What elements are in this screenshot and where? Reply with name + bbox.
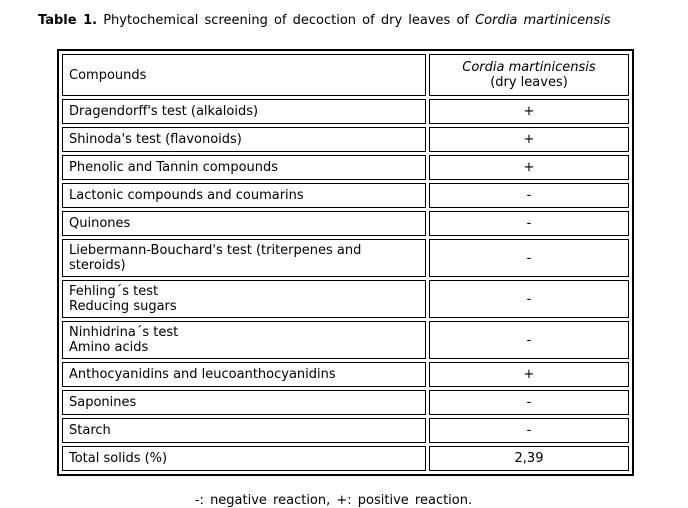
result-cell: - <box>429 321 629 359</box>
compound-cell: Starch <box>62 418 426 443</box>
table-body <box>62 99 629 471</box>
table-row <box>62 155 629 180</box>
compound-cell: Phenolic and Tannin compounds <box>62 155 426 180</box>
compound-cell: Lactonic compounds and coumarins <box>62 183 426 208</box>
compound-cell: Ninhidrina´s test Amino acids <box>62 321 426 359</box>
compound-cell: Dragendorff's test (alkaloids) <box>62 99 426 124</box>
compound-cell: Fehling´s test Reducing sugars <box>62 280 426 318</box>
header-cell-species <box>429 54 629 96</box>
table-caption-text: Phytochemical screening of decoction of dry leaves of <box>97 13 476 28</box>
compound-cell: Quinones <box>62 211 426 236</box>
table-row <box>62 321 629 359</box>
phytochemical-table <box>57 49 634 476</box>
header-row <box>62 54 629 96</box>
table-row <box>62 362 629 387</box>
table-row <box>62 127 629 152</box>
result-cell: + <box>429 99 629 124</box>
table-row <box>62 390 629 415</box>
result-cell: - <box>429 280 629 318</box>
header-cell-compounds: Compounds <box>62 54 426 96</box>
compound-cell: Liebermann-Bouchard's test (triterpenes and steroids) <box>62 239 426 277</box>
result-cell: - <box>429 211 629 236</box>
table-row <box>62 211 629 236</box>
table-row <box>62 99 629 124</box>
table-caption-label: Table 1. <box>38 13 98 28</box>
table-caption <box>38 12 658 29</box>
compound-cell: Saponines <box>62 390 426 415</box>
table-row <box>62 446 629 471</box>
header-species-sub: (dry leaves) <box>490 75 568 90</box>
footnote: -: negative reaction, +: positive reaction. <box>194 493 473 508</box>
result-cell: - <box>429 418 629 443</box>
result-cell: - <box>429 183 629 208</box>
result-cell: - <box>429 390 629 415</box>
compound-cell: Shinoda's test (flavonoids) <box>62 127 426 152</box>
compound-cell: Anthocyanidins and leucoanthocyanidins <box>62 362 426 387</box>
result-cell: + <box>429 127 629 152</box>
table-row <box>62 280 629 318</box>
table-header <box>62 54 629 96</box>
table-row <box>62 239 629 277</box>
result-cell: 2,39 <box>429 446 629 471</box>
table-caption-species: Cordia martinicensis <box>475 13 611 28</box>
result-cell: + <box>429 155 629 180</box>
compound-cell: Total solids (%) <box>62 446 426 471</box>
table-row <box>62 183 629 208</box>
result-cell: - <box>429 239 629 277</box>
table-row <box>62 418 629 443</box>
result-cell: + <box>429 362 629 387</box>
header-species-name: Cordia martinicensis <box>462 60 596 75</box>
